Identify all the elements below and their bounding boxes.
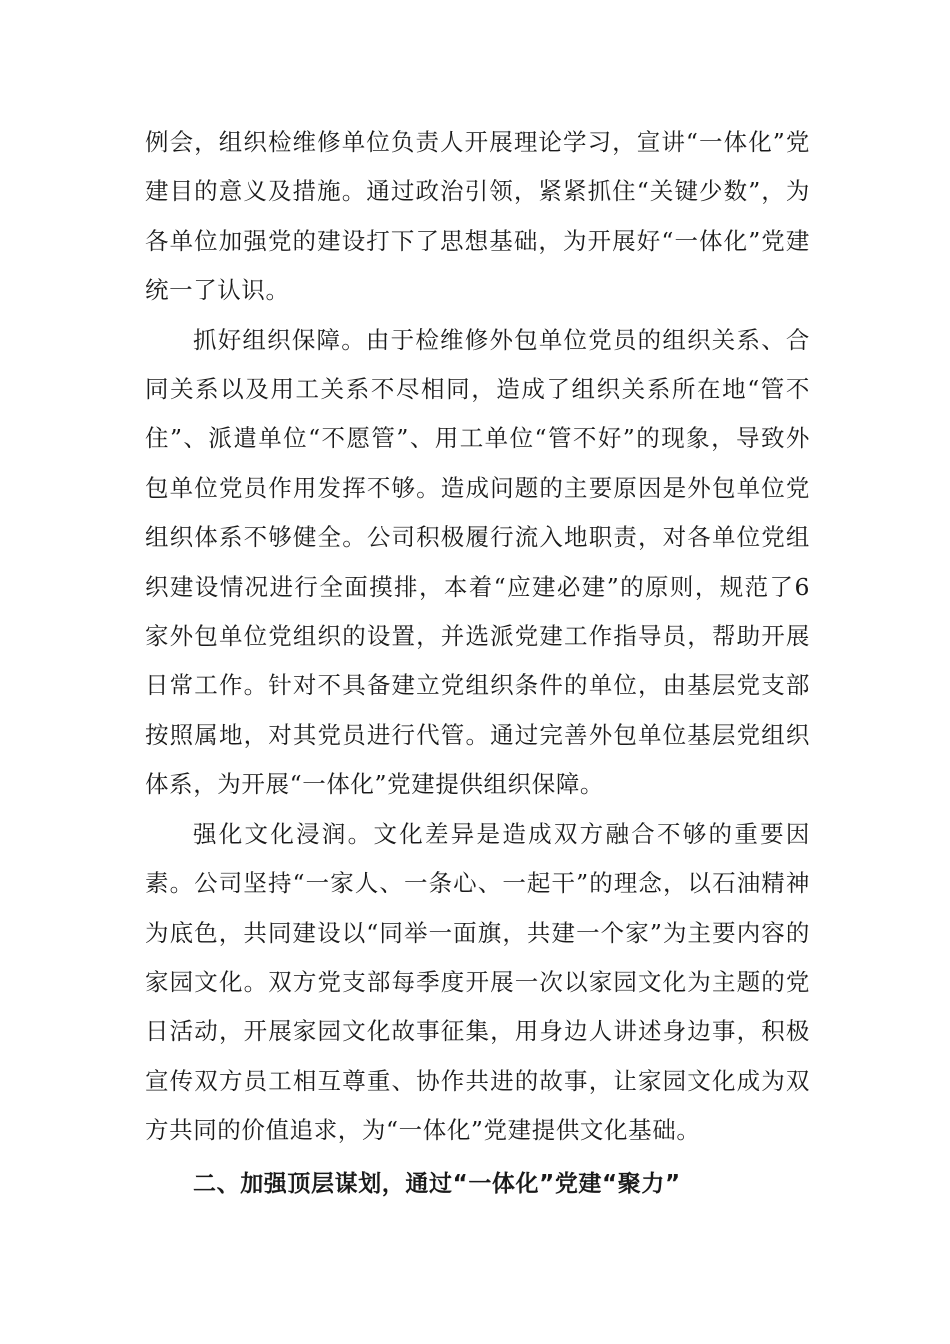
document-body: [145, 118, 810, 1209]
paragraph-continuation: 例会，组织检维修单位负责人开展理论学习，宣讲“一体化”党建目的意义及措施。通过政治引领，紧紧抓住“关键少数”，为各单位加强党的建设打下了思想基础，为开展好“一体化”党建统一了认识。: [145, 128, 810, 305]
section-heading: 二、加强顶层谋划，通过“一体化”党建“聚力”: [193, 1170, 681, 1197]
paragraph-culture: 强化文化浸润。文化差异是造成双方融合不够的重要因素。公司坚持“一家人、一条心、一起干”的理念，以石油精神为底色，共同建设以“同举一面旗，共建一个家”为主要内容的家园文化。双方党支部每季度开展一次以家园文化为主题的党日活动，开展家园文化故事征集，用身边人讲述身边事，积极宣传双方员工相互尊重、协作共进的故事，让家园文化成为双方共同的价值追求，为“一体化”党建提供文化基础。: [145, 819, 810, 1145]
paragraph-organization-guarantee: 抓好组织保障。由于检维修外包单位党员的组织关系、合同关系以及用工关系不尽相同，造成了组织关系所在地“管不住”、派遣单位“不愿管”、用工单位“管不好”的现象，导致外包单位党员作用发挥不够。造成问题的主要原因是外包单位党组织体系不够健全。公司积极履行流入地职责，对各单位党组织建设情况进行全面摸排，本着“应建必建”的原则，规范了6家外包单位党组织的设置，并选派党建工作指导员，帮助开展日常工作。针对不具备建立党组织条件的单位，由基层党支部按照属地，对其党员进行代管。通过完善外包单位基层党组织体系，为开展“一体化”党建提供组织保障。: [145, 325, 810, 799]
